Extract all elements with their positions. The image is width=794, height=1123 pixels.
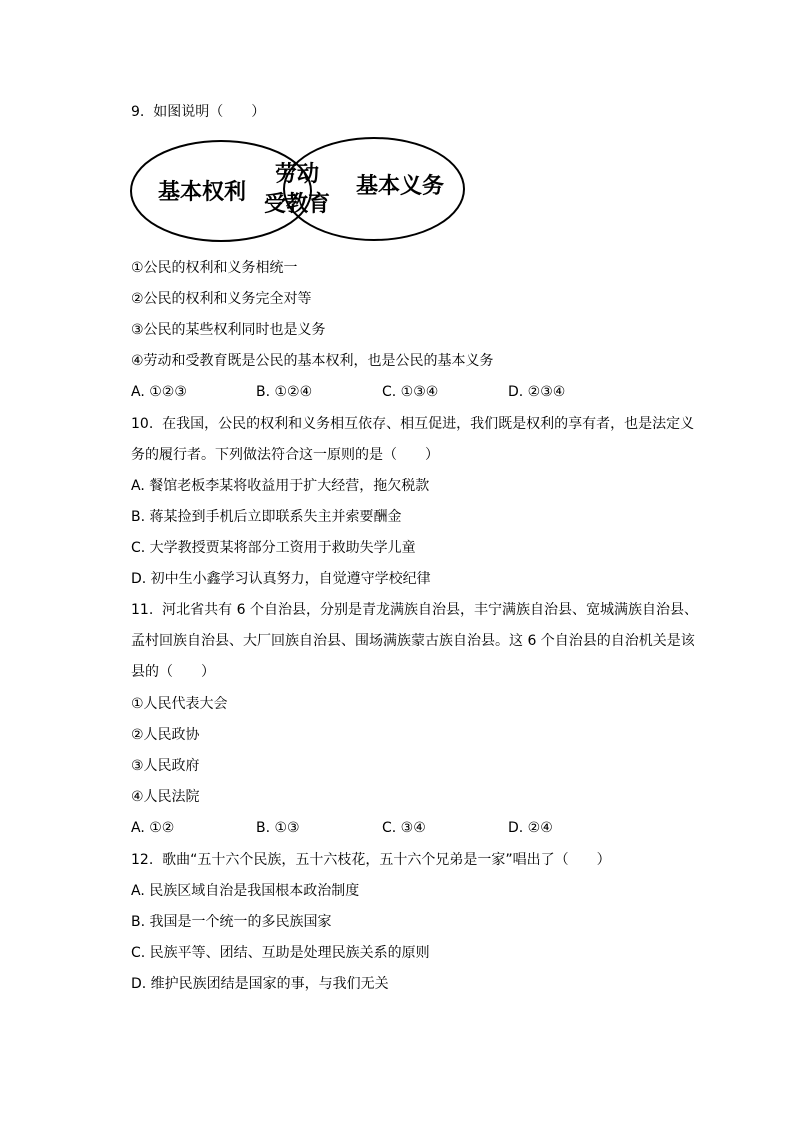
question-text: 歌曲“五十六个民族，五十六枝花，五十六个兄弟是一家”唱出了（ ） bbox=[162, 852, 611, 868]
option-c[interactable]: C. ①③④ bbox=[382, 384, 439, 400]
choice-d[interactable]: D. 维护民族团结是国家的事，与我们无关 bbox=[131, 976, 389, 992]
question-10-stem bbox=[131, 414, 694, 434]
statement: ②公民的权利和义务完全对等 bbox=[131, 291, 312, 307]
option-d[interactable]: D. ②④ bbox=[508, 820, 553, 836]
choice-a[interactable]: A. 民族区域自治是我国根本政治制度 bbox=[131, 883, 360, 899]
question-number: 12. bbox=[131, 852, 154, 868]
statement: ③公民的某些权利同时也是义务 bbox=[131, 322, 326, 338]
choice-b[interactable]: B. 蒋某捡到手机后立即联系失主并索要酬金 bbox=[131, 509, 402, 525]
venn-diagram bbox=[128, 136, 468, 246]
statement: ④人民法院 bbox=[131, 789, 200, 805]
option-a[interactable]: A. ①②③ bbox=[131, 384, 187, 400]
choice-c[interactable]: C. 民族平等、团结、互助是处理民族关系的原则 bbox=[131, 945, 430, 961]
option-b[interactable]: B. ①②④ bbox=[256, 384, 313, 400]
question-12-stem bbox=[131, 850, 611, 870]
question-11-stem bbox=[131, 600, 698, 620]
question-text: 如图说明（ ） bbox=[153, 104, 266, 120]
statement: ②人民政协 bbox=[131, 727, 200, 743]
choice-c[interactable]: C. 大学教授贾某将部分工资用于救助失学儿童 bbox=[131, 540, 416, 556]
option-a[interactable]: A. ①② bbox=[131, 820, 175, 836]
venn-center-label-1: 劳动 bbox=[275, 161, 320, 187]
question-number: 9. bbox=[131, 104, 145, 120]
option-c[interactable]: C. ③④ bbox=[382, 820, 426, 836]
venn-diagram-svg bbox=[128, 136, 468, 246]
question-text: 河北省共有 6 个自治县，分别是青龙满族自治县，丰宁满族自治县、宽城满族自治县、 bbox=[162, 602, 698, 618]
statement: ④劳动和受教育既是公民的基本权利，也是公民的基本义务 bbox=[131, 353, 494, 369]
question-text: 在我国，公民的权利和义务相互依存、相互促进，我们既是权利的享有者，也是法定义 bbox=[162, 416, 695, 432]
option-b[interactable]: B. ①③ bbox=[256, 820, 300, 836]
venn-center-label-2: 受教育 bbox=[264, 191, 331, 217]
question-9-stem bbox=[131, 102, 265, 122]
option-d[interactable]: D. ②③④ bbox=[508, 384, 566, 400]
choice-b[interactable]: B. 我国是一个统一的多民族国家 bbox=[131, 914, 332, 930]
venn-right-label: 基本义务 bbox=[356, 173, 445, 199]
question-number: 10. bbox=[131, 416, 154, 432]
venn-left-label: 基本权利 bbox=[158, 179, 247, 205]
question-text-continued: 务的履行者。下列做法符合这一原则的是（ ） bbox=[131, 447, 439, 463]
question-text-continued: 孟村回族自治县、大厂回族自治县、围场满族蒙古族自治县。这 6 个自治县的自治机关是该 bbox=[131, 633, 695, 649]
answer-options bbox=[131, 382, 691, 402]
choice-d[interactable]: D. 初中生小鑫学习认真努力，自觉遵守学校纪律 bbox=[131, 571, 431, 587]
question-text-continued: 县的（ ） bbox=[131, 664, 215, 680]
choice-a[interactable]: A. 餐馆老板李某将收益用于扩大经营，拖欠税款 bbox=[131, 478, 430, 494]
question-number: 11. bbox=[131, 602, 154, 618]
answer-options bbox=[131, 818, 691, 838]
statement: ①公民的权利和义务相统一 bbox=[131, 260, 298, 276]
statement: ③人民政府 bbox=[131, 758, 200, 774]
statement: ①人民代表大会 bbox=[131, 696, 228, 712]
